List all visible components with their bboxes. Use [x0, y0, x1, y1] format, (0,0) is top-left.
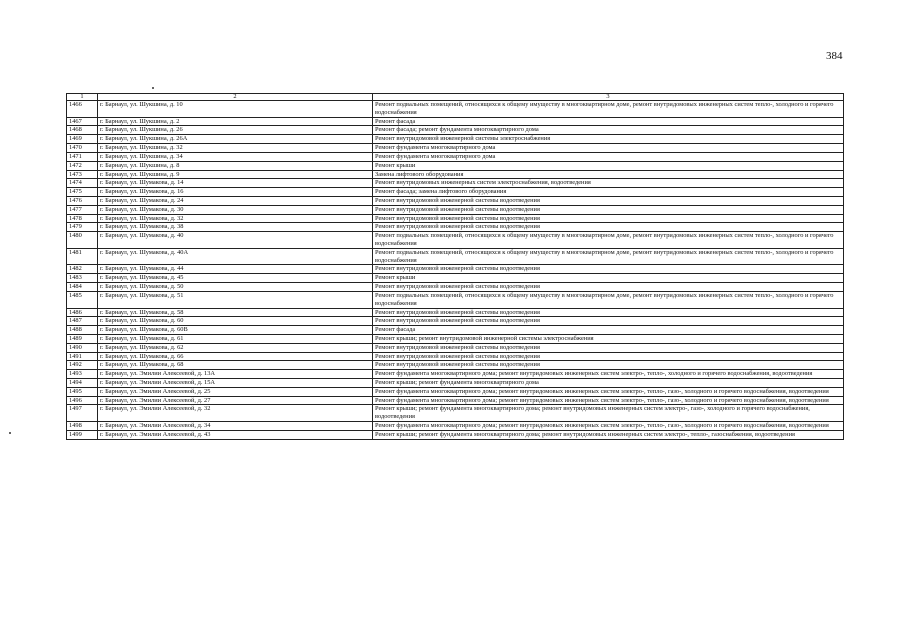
row-work-type: Ремонт внутридомовой инженерной системы водоотведения [373, 265, 844, 274]
row-number: 1498 [67, 422, 98, 431]
row-work-type: Ремонт внутридомовой инженерной системы водоотведения [373, 352, 844, 361]
table-row [67, 117, 844, 126]
row-number: 1495 [67, 387, 98, 396]
row-address: г. Барнаул, ул. Шукшина, д. 34 [98, 152, 373, 161]
row-number: 1487 [67, 317, 98, 326]
row-work-type: Ремонт фасада; ремонт фундамента многоквартирного дома [373, 126, 844, 135]
row-address: г. Барнаул, ул. Шукшина, д. 2 [98, 117, 373, 126]
row-address: г. Барнаул, ул. Шумакова, д. 32 [98, 214, 373, 223]
row-number: 1485 [67, 291, 98, 308]
table-row [67, 232, 844, 249]
row-address: г. Барнаул, ул. Шукшина, д. 32 [98, 144, 373, 153]
row-address: г. Барнаул, ул. Шумакова, д. 38 [98, 223, 373, 232]
row-address: г. Барнаул, ул. Шукшина, д. 10 [98, 101, 373, 118]
row-work-type: Ремонт внутридомовой инженерной системы водоотведения [373, 283, 844, 292]
row-number: 1468 [67, 126, 98, 135]
row-number: 1469 [67, 135, 98, 144]
row-work-type: Ремонт внутридомовой инженерной системы водоотведения [373, 205, 844, 214]
row-address: г. Барнаул, ул. Шумакова, д. 58 [98, 308, 373, 317]
row-number: 1473 [67, 170, 98, 179]
table-row [67, 274, 844, 283]
row-number: 1493 [67, 370, 98, 379]
table-row [67, 101, 844, 118]
table-row [67, 291, 844, 308]
row-address: г. Барнаул, ул. Шумакова, д. 14 [98, 179, 373, 188]
row-work-type: Ремонт внутридомовой инженерной системы водоотведения [373, 214, 844, 223]
row-address: г. Барнаул, ул. Шукшина, д. 26А [98, 135, 373, 144]
row-work-type: Ремонт внутридомовой инженерной системы водоотведения [373, 308, 844, 317]
row-number: 1496 [67, 396, 98, 405]
table-row [67, 396, 844, 405]
table-row [67, 214, 844, 223]
row-number: 1488 [67, 326, 98, 335]
row-number: 1478 [67, 214, 98, 223]
row-address: г. Барнаул, ул. Эмилии Алексеевой, д. 15А [98, 379, 373, 388]
row-address: г. Барнаул, ул. Эмилии Алексеевой, д. 32 [98, 405, 373, 422]
table-body [67, 101, 844, 440]
table-row [67, 430, 844, 439]
row-work-type: Ремонт фундамента многоквартирного дома; ремонт внутридомовых инженерных систем электро-, тепло-, газо-, холодного и горячего водоснабжения, водоотведения [373, 396, 844, 405]
row-work-type: Ремонт фасада; замена лифтового оборудования [373, 188, 844, 197]
table-row [67, 179, 844, 188]
row-work-type: Ремонт фундамента многоквартирного дома [373, 152, 844, 161]
row-work-type: Ремонт фасада [373, 326, 844, 335]
row-work-type: Ремонт фундамента многоквартирного дома [373, 144, 844, 153]
table-row [67, 144, 844, 153]
table-row [67, 387, 844, 396]
row-address: г. Барнаул, ул. Шумакова, д. 24 [98, 196, 373, 205]
header-row [67, 94, 844, 101]
row-work-type: Ремонт подвальных помещений, относящихся к общему имуществу в многоквартирном доме, ремонт внутридомовых инженерных систем тепло-, холодного и горячего водоснабжения [373, 232, 844, 249]
row-number: 1482 [67, 265, 98, 274]
table-row [67, 170, 844, 179]
row-address: г. Барнаул, ул. Шумакова, д. 40 [98, 232, 373, 249]
row-work-type: Ремонт крыши [373, 274, 844, 283]
row-work-type: Ремонт внутридомовой инженерной системы электроснабжения [373, 135, 844, 144]
table-row [67, 223, 844, 232]
row-work-type: Замена лифтового оборудования [373, 170, 844, 179]
table-row [67, 343, 844, 352]
row-work-type: Ремонт внутридомовой инженерной системы водоотведения [373, 223, 844, 232]
row-number: 1486 [67, 308, 98, 317]
row-address: г. Барнаул, ул. Эмилии Алексеевой, д. 13А [98, 370, 373, 379]
row-work-type: Ремонт подвальных помещений, относящихся к общему имуществу в многоквартирном доме, ремонт внутридомовых инженерных систем тепло-, холодного и горячего водоснабжения [373, 248, 844, 265]
row-work-type: Ремонт внутридомовой инженерной системы водоотведения [373, 196, 844, 205]
row-address: г. Барнаул, ул. Шумакова, д. 68 [98, 361, 373, 370]
row-number: 1494 [67, 379, 98, 388]
row-address: г. Барнаул, ул. Шукшина, д. 8 [98, 161, 373, 170]
row-address: г. Барнаул, ул. Шукшина, д. 26 [98, 126, 373, 135]
row-address: г. Барнаул, ул. Шукшина, д. 9 [98, 170, 373, 179]
row-work-type: Ремонт подвальных помещений, относящихся к общему имуществу в многоквартирном доме, ремонт внутридомовых инженерных систем тепло-, холодного и горячего водоснабжения [373, 291, 844, 308]
row-work-type: Ремонт подвальных помещений, относящихся к общему имуществу в многоквартирном доме, ремонт внутридомовых инженерных систем тепло-, холодного и горячего водоснабжения [373, 101, 844, 118]
row-number: 1491 [67, 352, 98, 361]
row-address: г. Барнаул, ул. Шумакова, д. 45 [98, 274, 373, 283]
row-number: 1480 [67, 232, 98, 249]
column-header-work-type: 3 [373, 94, 844, 101]
row-work-type: Ремонт фасада [373, 117, 844, 126]
scan-speck [152, 87, 154, 89]
table-row [67, 283, 844, 292]
row-number: 1477 [67, 205, 98, 214]
table-row [67, 361, 844, 370]
row-address: г. Барнаул, ул. Шумакова, д. 60 [98, 317, 373, 326]
row-address: г. Барнаул, ул. Шумакова, д. 60В [98, 326, 373, 335]
table-row [67, 135, 844, 144]
row-work-type: Ремонт фундамента многоквартирного дома; ремонт внутридомовых инженерных систем электро-, тепло-, газо-, холодного и горячего водоснабжения, водоотведения [373, 387, 844, 396]
row-work-type: Ремонт внутридомовой инженерной системы водоотведения [373, 343, 844, 352]
table-row [67, 422, 844, 431]
table-row [67, 370, 844, 379]
row-address: г. Барнаул, ул. Шумакова, д. 40А [98, 248, 373, 265]
table-row [67, 326, 844, 335]
table-row [67, 308, 844, 317]
row-number: 1490 [67, 343, 98, 352]
row-number: 1472 [67, 161, 98, 170]
row-work-type: Ремонт крыши; ремонт фундамента многоквартирного дома [373, 379, 844, 388]
row-work-type: Ремонт крыши [373, 161, 844, 170]
row-address: г. Барнаул, ул. Шумакова, д. 51 [98, 291, 373, 308]
row-address: г. Барнаул, ул. Эмилии Алексеевой, д. 43 [98, 430, 373, 439]
row-work-type: Ремонт крыши; ремонт фундамента многоквартирного дома; ремонт внутридомовых инженерных систем электро-, газо-, холодного и горячего водоснабжения, водоотведения [373, 405, 844, 422]
row-address: г. Барнаул, ул. Шумакова, д. 50 [98, 283, 373, 292]
row-number: 1474 [67, 179, 98, 188]
row-address: г. Барнаул, ул. Шумакова, д. 44 [98, 265, 373, 274]
table-row [67, 248, 844, 265]
row-number: 1475 [67, 188, 98, 197]
row-number: 1479 [67, 223, 98, 232]
table-row [67, 352, 844, 361]
row-number: 1483 [67, 274, 98, 283]
page-number: 384 [826, 50, 843, 62]
table-row [67, 379, 844, 388]
row-address: г. Барнаул, ул. Шумакова, д. 16 [98, 188, 373, 197]
table-row [67, 188, 844, 197]
row-number: 1499 [67, 430, 98, 439]
row-work-type: Ремонт фундамента многоквартирного дома; ремонт внутридомовых инженерных систем электро-, тепло-, холодного и горячего водоснабжения, водоотведения [373, 370, 844, 379]
row-number: 1476 [67, 196, 98, 205]
table-row [67, 317, 844, 326]
repair-registry-table [66, 93, 844, 440]
row-number: 1467 [67, 117, 98, 126]
row-work-type: Ремонт внутридомовой инженерной системы водоотведения [373, 361, 844, 370]
row-address: г. Барнаул, ул. Шумакова, д. 61 [98, 334, 373, 343]
row-work-type: Ремонт крыши; ремонт фундамента многоквартирного дома; ремонт внутридомовых инженерных систем электро-, тепло-, газоснабжения, водоотведения [373, 430, 844, 439]
row-address: г. Барнаул, ул. Эмилии Алексеевой, д. 34 [98, 422, 373, 431]
row-address: г. Барнаул, ул. Шумакова, д. 62 [98, 343, 373, 352]
row-work-type: Ремонт внутридомовой инженерной системы водоотведения [373, 317, 844, 326]
row-work-type: Ремонт внутридомовых инженерных систем электроснабжения, водоотведения [373, 179, 844, 188]
row-work-type: Ремонт крыши; ремонт внутридомовой инженерной системы электроснабжения [373, 334, 844, 343]
row-address: г. Барнаул, ул. Эмилии Алексеевой, д. 27 [98, 396, 373, 405]
column-header-number: 1 [67, 94, 98, 101]
table-row [67, 405, 844, 422]
column-header-address: 2 [98, 94, 373, 101]
table-row [67, 196, 844, 205]
table-row [67, 265, 844, 274]
table-row [67, 152, 844, 161]
scan-speck [9, 432, 11, 434]
row-address: г. Барнаул, ул. Шумакова, д. 66 [98, 352, 373, 361]
table-row [67, 205, 844, 214]
row-number: 1489 [67, 334, 98, 343]
row-work-type: Ремонт фундамента многоквартирного дома; ремонт внутридомовых инженерных систем электро-, тепло-, газо-, холодного и горячего водоснабжения, водоотведения [373, 422, 844, 431]
row-number: 1470 [67, 144, 98, 153]
table-row [67, 334, 844, 343]
row-number: 1466 [67, 101, 98, 118]
row-number: 1471 [67, 152, 98, 161]
row-number: 1492 [67, 361, 98, 370]
table-row [67, 161, 844, 170]
row-number: 1481 [67, 248, 98, 265]
row-number: 1484 [67, 283, 98, 292]
table-row [67, 126, 844, 135]
row-number: 1497 [67, 405, 98, 422]
row-address: г. Барнаул, ул. Шумакова, д. 30 [98, 205, 373, 214]
row-address: г. Барнаул, ул. Эмилии Алексеевой, д. 25 [98, 387, 373, 396]
